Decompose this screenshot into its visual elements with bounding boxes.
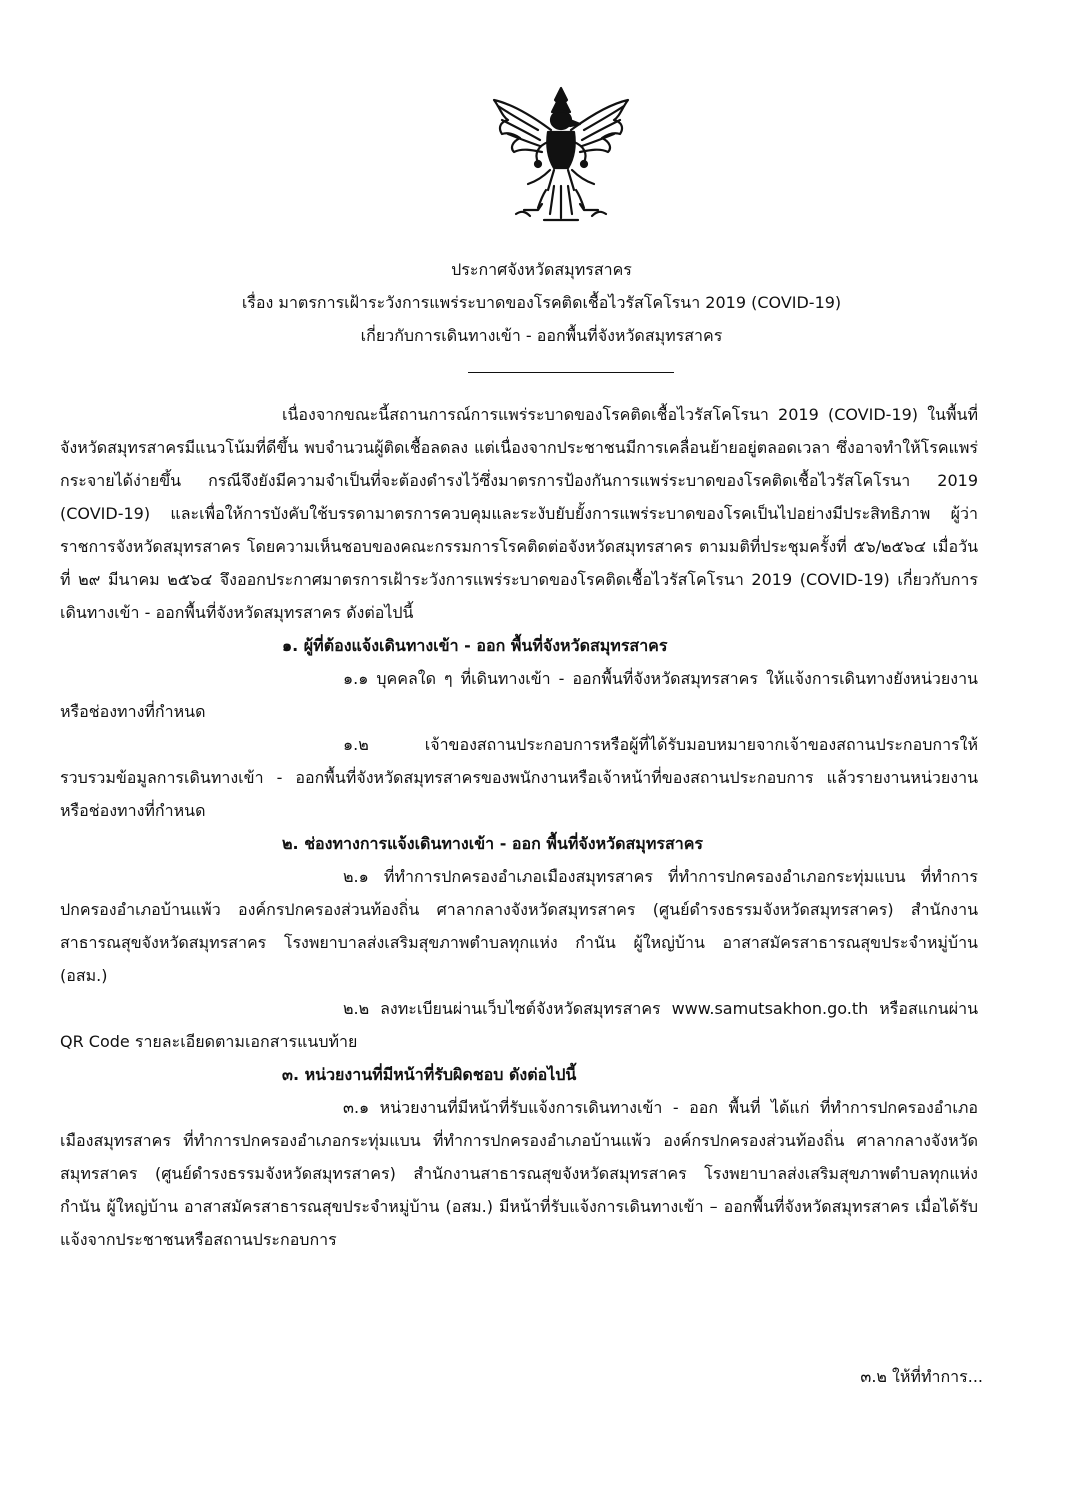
subject-line: เรื่อง มาตรการเฝ้าระวังการแพร่ระบาดของโรคติดเชื้อไวรัสโคโรนา 2019 (COVID-19) xyxy=(241,293,842,312)
page-continuation: ๓.๒ ให้ที่ทำการ... xyxy=(860,1367,983,1386)
section-1-item-1: ๑.๑ บุคคลใด ๆ ที่เดินทางเข้า - ออกพื้นที่จังหวัดสมุทรสาคร ให้แจ้งการเดินทางยังหน่วยงานหรือช่องทางที่กำหนด xyxy=(60,669,978,721)
announcement-title: ประกาศจังหวัดสมุทรสาคร xyxy=(451,260,632,279)
section-3-item-1: ๓.๑ หน่วยงานที่มีหน้าที่รับแจ้งการเดินทางเข้า - ออก พื้นที่ ได้แก่ ที่ทำการปกครองอำเภอเมืองสมุทรสาคร ที่ทำการปกครองอำเภอกระทุ่มแบน ที่ทำการปกครองอำเภอบ้านแพ้ว องค์กรปกครองส่วนท้องถิ่น ศาลากลางจังหวัดสมุทรสาคร (ศูนย์ดำรงธรรมจังหวัดสมุทรสาคร) สำนักงานสาธารณสุขจังหวัดสมุทรสาคร โรงพยาบาลส่งเสริมสุขภาพตำบลทุกแห่ง กำนัน ผู้ใหญ่บ้าน อาสาสมัครสาธารณสุขประจำหมู่บ้าน (อสม.) มีหน้าที่รับแจ้งการเดินทางเข้า – ออกพื้นที่จังหวัดสมุทรสาคร เมื่อได้รับแจ้งจากประชาชนหรือสถานประกอบการ xyxy=(60,1098,978,1249)
section-1-heading: ๑. ผู้ที่ต้องแจ้งเดินทางเข้า - ออก พื้นที่จังหวัดสมุทรสาคร xyxy=(282,636,668,655)
document-body xyxy=(60,398,978,1256)
intro-paragraph: เนื่องจากขณะนี้สถานการณ์การแพร่ระบาดของโรคติดเชื้อไวรัสโคโรนา 2019 (COVID-19) ในพื้นที่จังหวัดสมุทรสาครมีแนวโน้มที่ดีขึ้น พบจำนวนผู้ติดเชื้อลดลง แต่เนื่องจากประชาชนมีการเคลื่อนย้ายอยู่ตลอดเวลา ซึ่งอาจทำให้โรคแพร่กระจายได้ง่ายขึ้น กรณีจึงยังมีความจำเป็นที่จะต้องดำรงไว้ซึ่งมาตรการป้องกันการแพร่ระบาดของโรคติดเชื้อไวรัสโคโรนา 2019 (COVID-19) และเพื่อให้การบังคับใช้บรรดามาตรการควบคุมและระงับยับยั้งการแพร่ระบาดของโรคเป็นไปอย่างมีประสิทธิภาพ ผู้ว่าราชการจังหวัดสมุทรสาคร โดยความเห็นชอบของคณะกรรมการโรคติดต่อจังหวัดสมุทรสาคร ตามมติที่ประชุมครั้งที่ ๕๖/๒๕๖๔ เมื่อวันที่ ๒๙ มีนาคม ๒๕๖๔ จึงออกประกาศมาตรการเฝ้าระวังการแพร่ระบาดของโรคติดเชื้อไวรัสโคโรนา 2019 (COVID-19) เกี่ยวกับการเดินทางเข้า - ออกพื้นที่จังหวัดสมุทรสาคร ดังต่อไปนี้ xyxy=(60,405,978,622)
section-1-item-2: ๑.๒ เจ้าของสถานประกอบการหรือผู้ที่ได้รับมอบหมายจากเจ้าของสถานประกอบการให้รวบรวมข้อมูลการเดินทางเข้า - ออกพื้นที่จังหวัดสมุทรสาครของพนักงานหรือเจ้าหน้าที่ของสถานประกอบการ แล้วรายงานหน่วยงานหรือช่องทางที่กำหนด xyxy=(60,735,978,820)
subject-line-continued: เกี่ยวกับการเดินทางเข้า - ออกพื้นที่จังหวัดสมุทรสาคร xyxy=(360,326,723,345)
garuda-emblem-icon xyxy=(488,86,634,224)
section-2-heading: ๒. ช่องทางการแจ้งเดินทางเข้า - ออก พื้นที่จังหวัดสมุทรสาคร xyxy=(282,834,704,853)
section-2-item-1: ๒.๑ ที่ทำการปกครองอำเภอเมืองสมุทรสาคร ที่ทำการปกครองอำเภอกระทุ่มแบน ที่ทำการปกครองอำเภอบ้านแพ้ว องค์กรปกครองส่วนท้องถิ่น ศาลากลางจังหวัดสมุทรสาคร (ศูนย์ดำรงธรรมจังหวัดสมุทรสาคร) สำนักงานสาธารณสุขจังหวัดสมุทรสาคร โรงพยาบาลส่งเสริมสุขภาพตำบลทุกแห่ง กำนัน ผู้ใหญ่บ้าน อาสาสมัครสาธารณสุขประจำหมู่บ้าน (อสม.) xyxy=(60,867,978,985)
section-2-item-2: ๒.๒ ลงทะเบียนผ่านเว็บไซต์จังหวัดสมุทรสาคร www.samutsakhon.go.th หรือสแกนผ่าน QR Code รายละเอียดตามเอกสารแนบท้าย xyxy=(60,999,978,1051)
section-3-heading: ๓. หน่วยงานที่มีหน้าที่รับผิดชอบ ดังต่อไปนี้ xyxy=(282,1065,577,1084)
title-divider xyxy=(468,372,674,373)
